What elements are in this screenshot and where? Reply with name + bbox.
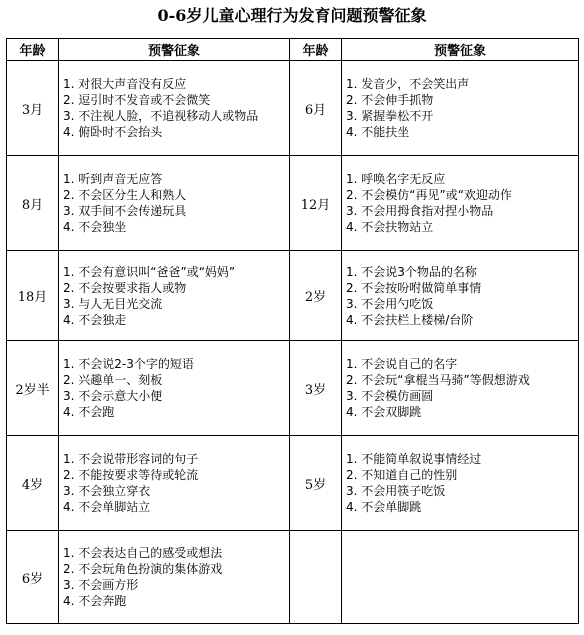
age-cell: 6月 <box>290 61 342 156</box>
age-cell <box>290 531 342 624</box>
warning-sign-item: 2. 兴趣单一、刻板 <box>63 373 163 387</box>
warning-sign-item: 4. 不会奔跑 <box>63 594 127 608</box>
table-header-row <box>7 39 579 61</box>
warning-signs-table <box>6 38 579 624</box>
warning-sign-item: 3. 不会独立穿衣 <box>63 484 151 498</box>
warning-sign-item: 2. 不会按要求指人或物 <box>63 280 187 295</box>
warning-sign-item: 1. 不会说自己的名字 <box>346 357 458 371</box>
warning-sign-item: 1. 听到声音无应答 <box>63 172 163 186</box>
warning-sign-item: 4. 不能扶坐 <box>346 125 410 139</box>
warning-sign-item: 1. 不会说2-3个字的短语 <box>63 357 194 371</box>
warning-sign-item: 2. 不知道自己的性别 <box>346 468 458 482</box>
signs-cell <box>342 436 579 531</box>
warning-sign-item: 3. 与人无目光交流 <box>63 296 163 311</box>
warning-sign-item: 1. 不会说3个物品的名称 <box>346 264 477 279</box>
warning-sign-item: 3. 不会用勺吃饭 <box>346 296 434 311</box>
signs-cell <box>59 341 290 436</box>
table-body <box>7 61 579 624</box>
warning-sign-item: 1. 不会说带形容词的句子 <box>63 452 199 466</box>
warning-sign-item: 4. 不会双脚跳 <box>346 405 422 419</box>
warning-sign-item: 3. 不会用筷子吃饭 <box>346 484 446 498</box>
table-row <box>7 436 579 531</box>
age-cell: 6岁 <box>7 531 59 624</box>
age-cell: 4岁 <box>7 436 59 531</box>
warning-sign-item: 3. 紧握拳松不开 <box>346 109 434 123</box>
age-cell: 2岁半 <box>7 341 59 436</box>
warning-sign-item: 4. 俯卧时不会抬头 <box>63 125 163 139</box>
warning-sign-item: 3. 不会示意大小便 <box>63 389 163 403</box>
warning-sign-item: 4. 不会单脚站立 <box>63 500 151 514</box>
age-cell: 3月 <box>7 61 59 156</box>
warning-sign-item: 3. 不会模仿画圆 <box>346 389 434 403</box>
age-cell: 3岁 <box>290 341 342 436</box>
warning-sign-item: 1. 不能简单叙说事情经过 <box>346 452 482 466</box>
signs-cell <box>342 251 579 341</box>
warning-sign-item: 1. 发音少，不会笑出声 <box>346 77 470 91</box>
warning-sign-item: 2. 逗引时不发音或不会微笑 <box>63 93 211 107</box>
warning-sign-item: 2. 不会模仿“再见”或“欢迎动作 <box>346 188 512 202</box>
warning-sign-item: 2. 不会伸手抓物 <box>346 93 434 107</box>
header-age-right: 年龄 <box>290 39 342 61</box>
warning-sign-item: 4. 不会单脚跳 <box>346 500 422 514</box>
header-age-left: 年龄 <box>7 39 59 61</box>
warning-sign-item: 1. 对很大声音没有反应 <box>63 77 187 91</box>
warning-sign-item: 4. 不会扶物站立 <box>346 220 434 234</box>
warning-sign-item: 4. 不会扶栏上楼梯/台阶 <box>346 312 474 327</box>
warning-sign-item: 1. 不会有意识叫“爸爸”或“妈妈” <box>63 264 236 279</box>
table-row <box>7 156 579 251</box>
warning-sign-item: 3. 不会画方形 <box>63 578 139 592</box>
warning-sign-item: 4. 不会独走 <box>63 312 127 327</box>
warning-sign-item: 2. 不会区分生人和熟人 <box>63 188 187 202</box>
age-cell: 12月 <box>290 156 342 251</box>
table-row <box>7 531 579 624</box>
table-row <box>7 61 579 156</box>
signs-cell <box>342 61 579 156</box>
signs-cell <box>342 531 579 624</box>
signs-cell <box>342 156 579 251</box>
signs-cell <box>59 531 290 624</box>
age-cell: 5岁 <box>290 436 342 531</box>
age-cell: 8月 <box>7 156 59 251</box>
signs-cell <box>59 251 290 341</box>
table-row <box>7 341 579 436</box>
warning-sign-item: 2. 不能按要求等待或轮流 <box>63 468 199 482</box>
signs-cell <box>59 61 290 156</box>
signs-cell <box>59 436 290 531</box>
header-signs-left: 预警征象 <box>59 39 290 61</box>
warning-sign-item: 1. 呼唤名字无反应 <box>346 172 446 186</box>
warning-sign-item: 2. 不会按吩咐做简单事情 <box>346 280 482 295</box>
warning-sign-item: 2. 不会玩“拿棍当马骑”等假想游戏 <box>346 373 530 387</box>
age-cell: 18月 <box>7 251 59 341</box>
table-row <box>7 251 579 341</box>
warning-sign-item: 1. 不会表达自己的感受或想法 <box>63 546 223 560</box>
warning-sign-item: 3. 双手间不会传递玩具 <box>63 204 187 218</box>
warning-sign-item: 4. 不会独坐 <box>63 220 127 234</box>
page-title: 0-6岁儿童心理行为发育问题预警征象 <box>157 6 427 25</box>
age-cell: 2岁 <box>290 251 342 341</box>
warning-sign-item: 3. 不会用拇食指对捏小物品 <box>346 204 494 218</box>
header-signs-right: 预警征象 <box>342 39 579 61</box>
signs-cell <box>59 156 290 251</box>
warning-sign-item: 2. 不会玩角色扮演的集体游戏 <box>63 562 223 576</box>
warning-sign-item: 3. 不注视人脸，不追视移动人或物品 <box>63 109 259 123</box>
warning-sign-item: 4. 不会跑 <box>63 405 115 419</box>
signs-cell <box>342 341 579 436</box>
